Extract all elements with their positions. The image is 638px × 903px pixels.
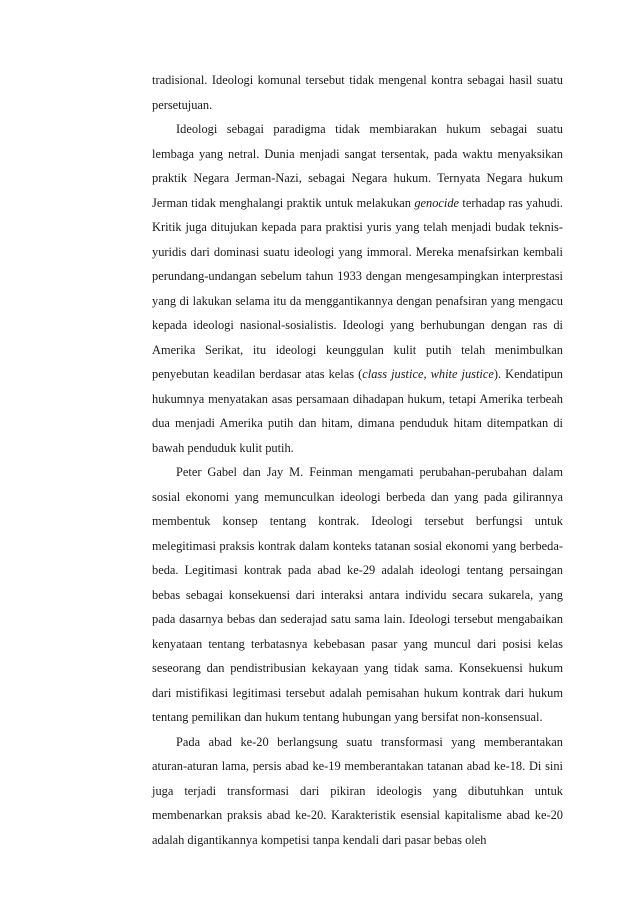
paragraph-2: [152, 117, 563, 460]
paragraph-2-text-b: terhadap ras yahudi. Kritik juga ditujukan kepada para praktisi yuris yang telah menjadi budak teknis-yuridis dari dominasi suatu ideologi yang immoral. Mereka menafsirkan kembali perundang-undangan sebelum tahun 1933 dengan mengesampingkan interprestasi yang di lakukan selama itu da menggantikannya dengan penafsiran yang mengacu kepada ideologi nasional-sosialistis. Ideologi yang berhubungan dengan ras di Amerika Serikat, itu ideologi keunggulan kulit putih telah menimbulkan penyebutan keadilan berdasar atas kelas (: [152, 195, 564, 381]
paragraph-2-italic-genocide: genocide: [414, 195, 460, 210]
paragraph-1: [152, 68, 563, 117]
paragraph-3-text: Peter Gabel dan Jay M. Feinman mengamati perubahan-perubahan dalam sosial ekonomi yang memunculkan ideologi berbeda dan yang pada gilirannya membentuk konsep tentang kontrak. Ideologi tersebut berfungsi untuk melegitimasi praksis kontrak dalam konteks tatanan sosial ekonomi yang berbeda-beda. Legitimasi kontrak pada abad ke-29 adalah ideologi tentang persaingan bebas sebagai konsekuensi dari interaksi antara individu secara sukarela, yang pada dasarnya bebas dan sederajad satu sama lain. Ideologi tersebut mengabaikan kenyataan tentang terbatasnya kebebasan pasar yang muncul dari posisi kelas seseorang dan pendistribusian kekayaan yang tidak sama. Konsekuensi hukum dari mistifikasi legitimasi tersebut adalah pemisahan hukum kontrak dari hukum tentang pemilikan dan hukum tentang hubungan yang bersifat non-konsensual.: [152, 465, 563, 724]
document-page: [152, 68, 563, 852]
paragraph-1-text: tradisional. Ideologi komunal tersebut tidak mengenal kontra sebagai hasil suatu persetujuan.: [152, 73, 563, 112]
paragraph-3: [152, 460, 563, 730]
paragraph-4-text: Pada abad ke-20 berlangsung suatu transformasi yang memberantakan aturan-aturan lama, persis abad ke-19 memberantakan tatanan abad ke-18. Di sini juga terjadi transformasi dari pikiran ideologis yang dibutuhkan untuk membenarkan praksis abad ke-20. Karakteristik esensial kapitalisme abad ke-20 adalah digantikannya kompetisi tanpa kendali dari pasar bebas oleh: [152, 734, 563, 847]
paragraph-2-italic-class-justice: class justice, white justice: [362, 367, 494, 381]
paragraph-2-text-a: Ideologi sebagai paradigma tidak membiarakan hukum sebagai suatu lembaga yang netral. Dunia menjadi sangat tersentak, pada waktu menyaksikan praktik Negara Jerman-Nazi, sebagai Negara hukum. Ternyata Negara hukum Jerman tidak menghalangi praktik untuk melakukan: [152, 122, 563, 210]
paragraph-2-text-c: ). Kendatipun hukumnya menyatakan asas persamaan dihadapan hukum, tetapi Amerika terbeah dua menjadi Amerika putih dan hitam, dimana penduduk hitam ditempatkan di bawah penduduk kulit putih.: [152, 367, 563, 455]
paragraph-4: [152, 730, 563, 853]
